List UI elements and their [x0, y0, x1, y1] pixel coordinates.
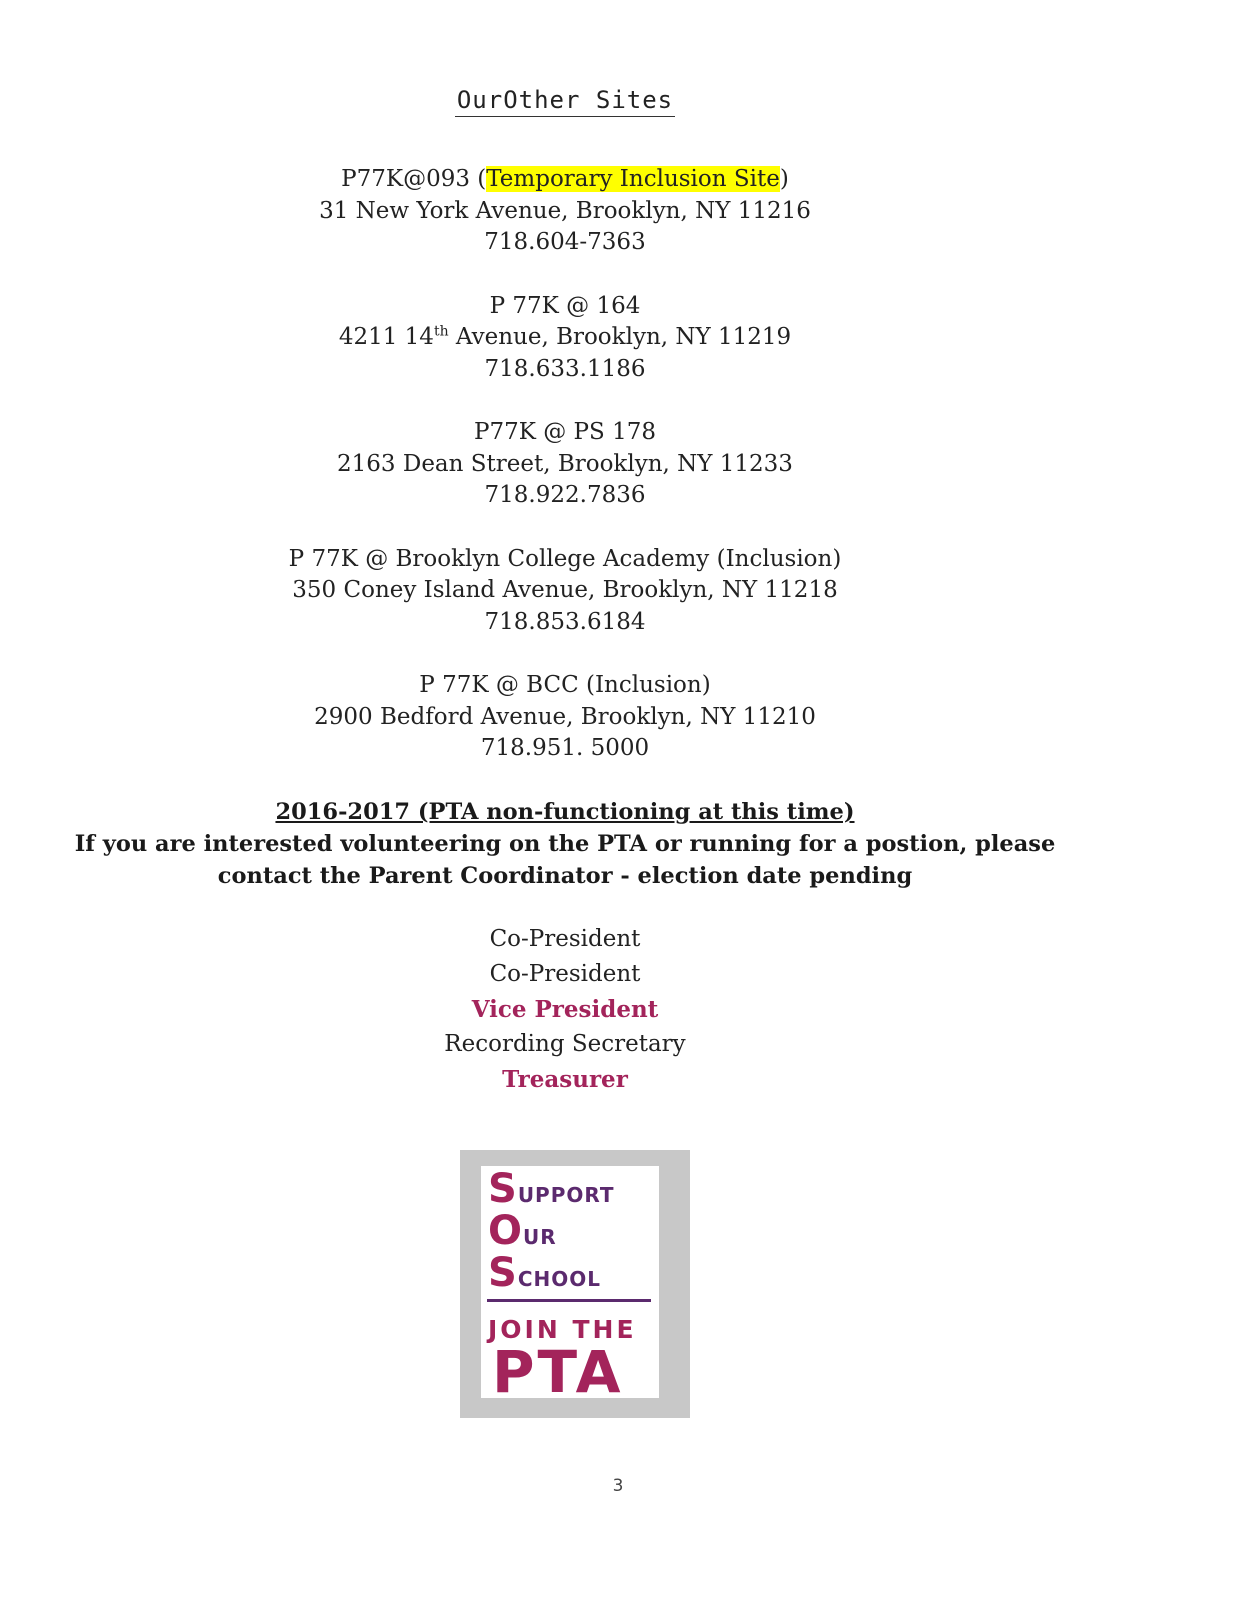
- officer-recording-secretary: Recording Secretary: [444, 1031, 686, 1057]
- logo-divider: [487, 1299, 651, 1302]
- officer-list: [0, 922, 1130, 1097]
- pta-notice: [0, 796, 1130, 892]
- sos-logo: [460, 1150, 690, 1418]
- site-phone: 718.604-7363: [484, 229, 646, 255]
- site-entry: [0, 291, 1130, 386]
- site-address-street: Avenue, Brooklyn, NY 11219: [448, 324, 792, 350]
- site-entry: [0, 544, 1130, 639]
- page-heading: [0, 86, 1130, 114]
- site-address: 350 Coney Island Avenue, Brooklyn, NY 11218: [292, 577, 838, 603]
- officer-co-president: Co-President: [489, 926, 641, 952]
- logo-school: SCHOOL: [488, 1250, 601, 1296]
- site-address: 2900 Bedford Avenue, Brooklyn, NY 11210: [314, 703, 816, 730]
- site-entry: [0, 164, 1130, 259]
- heading-text: OurOther Sites: [455, 86, 675, 117]
- pta-line-1: If you are interested volunteering on the PTA or running for a postion, please: [74, 831, 1056, 857]
- site-phone: 718.853.6184: [484, 608, 646, 635]
- officer-treasurer: Treasurer: [502, 1066, 628, 1093]
- site-name: P 77K @ 164: [489, 292, 641, 319]
- site-entry: [0, 417, 1130, 512]
- site-name: P77K @ PS 178: [474, 419, 656, 445]
- site-name-highlight: Temporary Inclusion Site: [486, 166, 780, 192]
- site-phone: 718.951. 5000: [480, 735, 650, 761]
- site-name: [0, 164, 1130, 196]
- pta-line-2: contact the Parent Coordinator - election date pending: [217, 863, 913, 889]
- logo-pta: PTA: [492, 1338, 624, 1406]
- site-address-number: 4211 14: [338, 324, 434, 350]
- sites-list: [0, 164, 1130, 797]
- site-name: P 77K @ BCC (Inclusion): [419, 672, 711, 698]
- site-phone: 718.633.1186: [484, 355, 646, 382]
- logo-support: SUPPORT: [488, 1166, 615, 1212]
- site-name-suffix: ): [779, 166, 789, 192]
- site-address: 2163 Dean Street, Brooklyn, NY 11233: [337, 450, 793, 477]
- logo-our: OUR: [488, 1208, 557, 1254]
- site-entry: [0, 670, 1130, 765]
- officer-co-president: Co-President: [489, 961, 641, 987]
- sos-logo-panel: [481, 1166, 659, 1406]
- site-phone: 718.922.7836: [484, 482, 646, 508]
- pta-year-line: 2016-2017 (PTA non-functioning at this time): [275, 799, 855, 825]
- logo-join-the: JOIN THE: [488, 1315, 637, 1344]
- site-name: P 77K @ Brooklyn College Academy (Inclusion): [288, 545, 842, 572]
- page-number: 3: [612, 1476, 624, 1496]
- site-name-prefix: P77K@093 (: [341, 166, 487, 192]
- officer-vice-president: Vice President: [471, 996, 659, 1023]
- site-address: 31 New York Avenue, Brooklyn, NY 11216: [319, 197, 811, 224]
- site-address: [0, 322, 1130, 354]
- site-address-ordinal: th: [433, 323, 449, 340]
